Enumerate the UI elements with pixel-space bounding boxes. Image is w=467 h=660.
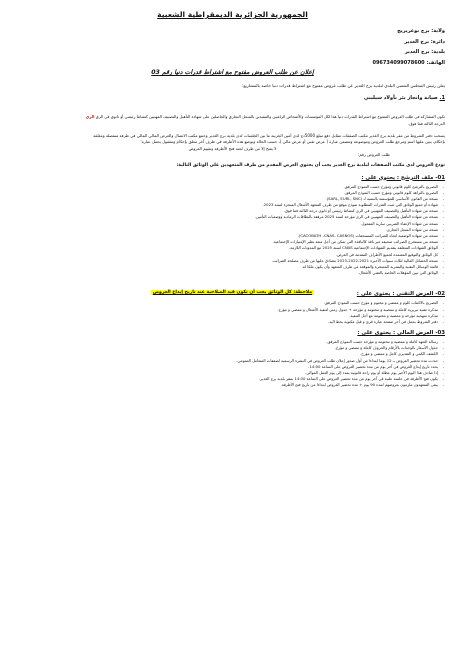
list-item: - الكشف الكمي و التقديري كامل و ممضي و مؤرخ. [20,351,445,357]
withdrawal-line: يسحب دفتر الشروط من مقر بلدية برج الغدير مكتب الصفقات مقابل دفع مبلغ 5000دج لدى أمين الخزينة ما بين الجلسات لدى بلدية برج الغدير وجمع مكتب الاتصال والعرض المالي المالي في طرفة منفصلة ومغلقة [93,132,445,138]
wilaya-line: ولاية: برج بوعريريج [397,28,445,34]
section-3-list [20,339,445,389]
list-item: - حددت مدة تحضير العروض بـ 12 يوما ابتداءا من أول صدور إعلان طلب العروض في النشرة الرسمية لصفقات المتعامل العمومي. [20,358,445,364]
republic-heading: الجمهورية الجزائرية الديمقراطية الشعبية [157,10,308,19]
section-1-title: 01- ملف الترشح : يحتوي على : [361,174,445,181]
list-item: - الوثائق الشهادات المتعلقة بتقديم الشهادات الإجتماعية CNAS لسنة 2025 مع المدونات اللازمة. [20,245,445,251]
list-item: - إذا صادف هذا اليوم الأخير يوم عطلة أو يوم راحة قانونية يمدد إلى يوم العمل الموالي. [20,370,445,376]
list-item: - مذكرة تقنية تبريرية كاملة و ممضية و مختومة و مؤرخة + جدول زمني لتنفيذ الأشغال و ممضي و مؤرخ. [20,307,445,313]
validity-note: ملاحظة: كل الوثائق يجب أن تكون قيد الصلاحية عند تاريخ إيداع العروض [152,290,313,296]
red-highlight: الري [85,114,95,120]
list-item: - يبقى المتعهدون ملزمون بعروضهم لمدة 90 يوم + مدة تحضير العروض ابتداءا من تاريخ فتح الأظرفة. [20,382,445,388]
list-item: - نسخة من مستخرج الضرائب صحيفة غير نافذ كالنافذة التي تمكن من أجل منعه نظير الإمتيازات الإجتماعية. [20,239,445,245]
list-item: - جدول الأسعار بالوحدات بالأرقام والحروف كاملة و ممضي و مؤرخ. [20,345,445,351]
withdrawal-line: طلب العروض رقم: [357,152,390,158]
withdrawal-line: لا يفتح إلا من طرف لجنة فتح الأظرفة وتقييم العروض [188,145,277,151]
list-item: - نسخة من شهادة التأهيل والتصنيف المهنيين في الري كنشاط رئيسي أو ثانوي درجة الثالثة فما فوق. [20,208,445,214]
eligibility-line: الدرجة الثالثة فما فوق. [408,120,445,126]
list-item: - يحدد تاريخ إيداع العروض في آخر يوم من مدة تحضير العروض على الساعة 14:00. [20,364,445,370]
list-item: - مذكرة منهجية مؤرخة و ممضية و مختومة مع أجل التنفيذ. [20,313,445,319]
list-item: - التصريح بالاكتتاب كلوم و ممضي و مختوم و مؤرخ حسب النموذج المرفق. [20,300,445,306]
daira-line: دائرة: برج الغدير [404,38,445,45]
list-item: - الوثائق التي تبين المؤهلات الخاصة بالتقني الأشغال. [20,270,445,276]
project-name: صيانة وانجاز بئر بأولاد سيليني [363,95,438,102]
announcement-intro: يعلن رئيس المجلس الشعبي البلدي لبلدية برج الغدير عن طلب عروض مفتوح مع اشتراط قدرات دنيا خاصة بالمشاريع: [241,83,445,89]
section-2-title: 02- العرض التقني : يحتوي على : [356,291,445,298]
section-3-title: 03- العرض المالي : يحتوي على : [357,330,445,337]
list-item: - نسخة الحصائل المالية لثلاث سنوات الأخيرة 2021-2022-2023 مصادق عليها من طرف مصلحة الضرائب. [20,258,445,264]
list-item: - دفتر الشروط يحمل في آخر صفحة عبارة قرئ و قبل مكتوبة بخط اليد. [20,319,445,325]
deposit-lead: تودع العروض لدى مكتب الصفقات لبلدية برج الغدير يجب أن يحتوي العرض المقدم من طرف المتعهدين على الوثائق التالية: [176,162,445,168]
list-item: - نسخة من شهادة السجل التجاري. [20,227,445,233]
list-item: - نسخة من شهادة الوضعية اتجاه الضرائب المستحقات (CACOBATH -CNAS- CASNOS). [20,233,445,239]
withdrawal-line: بإحكام، يبين عليها اسم ومرجع طلب العروض وموضوعه وتتضمن عبارة ( عرض تقني أو عرض مالي )، حسب الحالة وتوضع هذه الأظرفة في ظرف آخر مغلق بإحكام ومقفول يحمل عبارة: [140,139,445,145]
project-number: 1. [439,95,445,102]
baladia-line: بلدية: برج الغدير [404,49,445,56]
list-item: - نسخة من شهادة الإعفاء الضريبي سارية المفعول. [20,221,445,227]
section-1-list [20,184,445,277]
list-item: - نسخة من شهادة التأهيل والتصنيف المهنيين في الري مؤرخة لسنة 2025 مرفقة بالبطاقات الرمادية ووضعيات التأمين. [20,214,445,220]
list-item: - التصريح بالنزاهة كلوم قانوني ومؤرخ حسب النموذج المرفق. [20,190,445,196]
list-item: - التصريح بالترشح كلوم قانوني ومؤرخ حسب النموذج المرفق. [20,184,445,190]
list-item: - شهادة أو جميع الوثائق التي تثبت القدرات المطلوبة نموذج موقع من طرف المتعهد الأشغال المنجزة لسنة 2023. [20,202,445,208]
project-line [20,95,445,104]
eligibility-line: تكون المشاركة في طلب العروض المفتوح مع اشتراط القدرات دنيا هذا لكل المؤسسات والأشخاص الراغبين والمقيدين بالسجل التجاري والحاصلين على شهادة التأهيل والتصنيف المهنيين كنشاط رئيسي أو ثانوي في الري الري [85,114,445,120]
announcement-title: إعلان عن طلب العروض مفتوح مع اشتراط قدرات دنيا رقم 03 [151,69,314,77]
list-item: - يكون فتح الأظرفة في جلسة علنية في آخر يوم من مدة تحضير العروض على الساعة 14.00 بمقر بلدية برج الغدير. [20,376,445,382]
admin-block [20,26,445,68]
phone-line: الهاتف: 096734099078600 [372,59,445,66]
list-item: - رسالة التعهد كاملة و ممضية و مختومة و مؤرخة حسب النموذج المرفق. [20,339,445,345]
withdrawal-paragraph [20,133,445,159]
section-2-list [20,300,445,325]
list-item: - قائمة الوسائل التقنية والبشرية المسخرة والموقعة من طرف المتعهد وأن يكون ملكا له. [20,264,445,270]
list-item: - كل الوثائق والتوقيع المعتمدة لجميع الأطراف المقدمة في العرض. [20,252,445,258]
eligibility-paragraph [20,114,445,127]
list-item: - نسخة من القانون الأساسي للمؤسسة بالنسبة لـ (SARL, EURL, SNC). [20,196,445,202]
